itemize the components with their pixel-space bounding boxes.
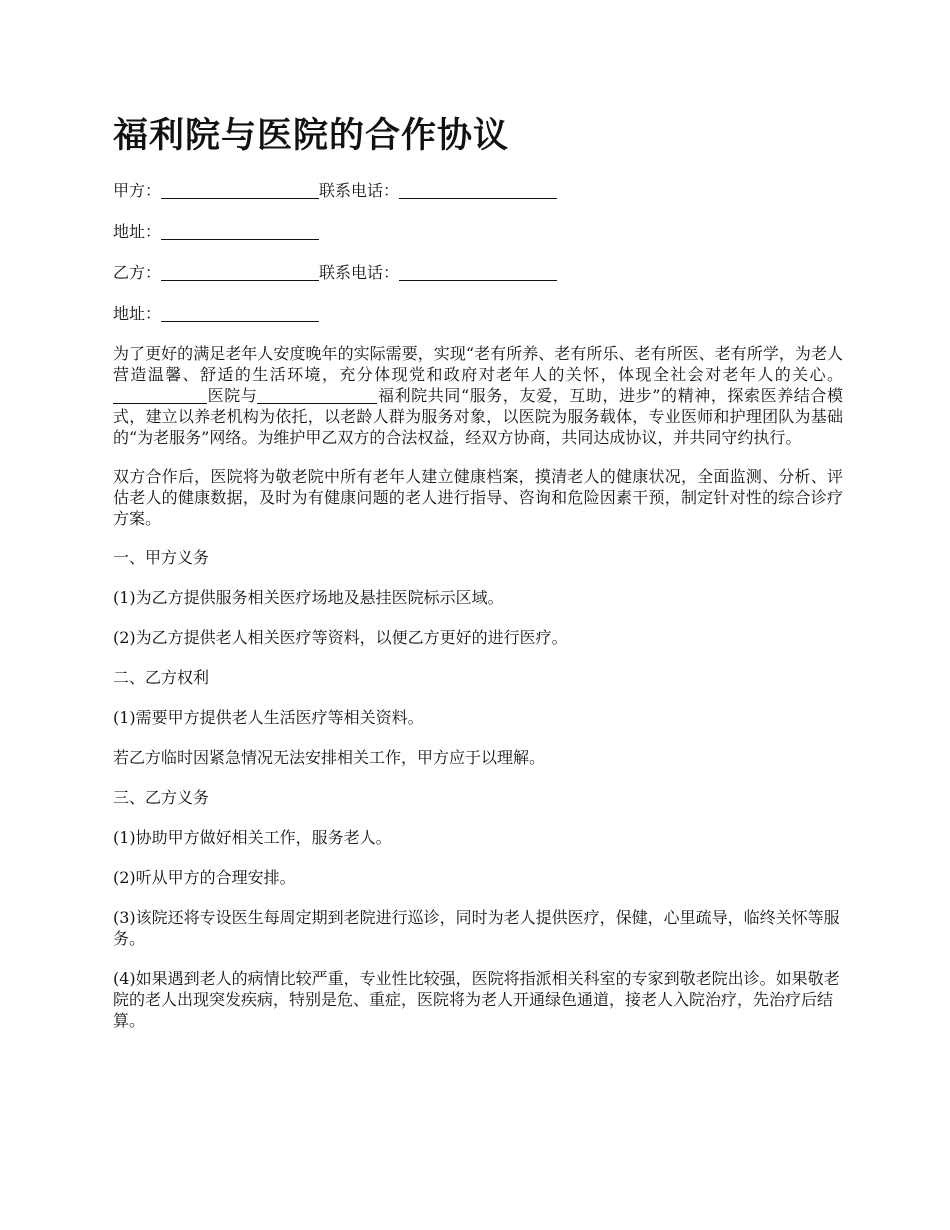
intro-text-3: 福利院共同“服务，友爱，互助，进步”的精神，探索医养结合模式，建立以养老机构为依托，以老龄人群为服务对象，以医院为服务载体，专业医师和护理团队为基础的“为老服务”网络。为维护甲乙双方的合法权益，经双方协商，共同达成协议，并共同守约执行。 (113, 386, 843, 447)
section-heading-party-b-duties: 三、乙方义务 (113, 788, 210, 807)
section-heading-party-b-rights: 二、乙方权利 (113, 668, 210, 687)
party-b-phone-label: 联系电话： (319, 263, 400, 282)
intro-paragraph (113, 343, 843, 448)
party-a-label: 甲方： (113, 181, 162, 200)
clause-text: (2)听从甲方的合理安排。 (113, 868, 296, 887)
party-a-phone-label: 联系电话： (319, 181, 400, 200)
clause-text: (1)为乙方提供服务相关医疗场地及悬挂医院标示区域。 (113, 588, 504, 607)
party-a-address-line (113, 221, 843, 243)
clause-text: (4)如果遇到老人的病情比较严重，专业性比较强，医院将指派相关科室的专家到敬老院出诊。如果敬老院的老人出现突发疾病，特别是危、重症，医院将为老人开通绿色通道，接老人入院治疗，先治疗后结算。 (113, 969, 840, 1030)
party-b-address-blank[interactable] (161, 304, 319, 322)
party-a-address-label: 地址： (113, 222, 162, 241)
clause-text: (1)需要甲方提供老人生活医疗等相关资料。 (113, 708, 424, 727)
section-heading-party-a-duties: 一、甲方义务 (113, 548, 210, 567)
document-page (113, 112, 843, 1050)
document-title: 福利院与医院的合作协议 (113, 115, 510, 156)
party-b-address-line (113, 303, 843, 325)
welfare-home-name-blank[interactable] (257, 386, 377, 404)
party-b-phone-blank[interactable] (399, 263, 557, 281)
party-a-phone-blank[interactable] (399, 181, 557, 199)
party-b-label: 乙方： (113, 263, 162, 282)
party-a-address-blank[interactable] (161, 222, 319, 240)
clause-text: (3)该院还将专设医生每周定期到老院进行巡诊，同时为老人提供医疗，保健，心里疏导，临终关怀等服务。 (113, 908, 840, 948)
party-b-line (113, 262, 843, 284)
clause-text: (1)协助甲方做好相关工作，服务老人。 (113, 828, 392, 847)
party-a-line (113, 180, 843, 202)
party-b-blank[interactable] (161, 263, 319, 281)
clause-text: (2)为乙方提供老人相关医疗等资料，以便乙方更好的进行医疗。 (113, 628, 568, 647)
intro-text-2: 医院与 (207, 386, 258, 405)
party-b-address-label: 地址： (113, 304, 162, 323)
cooperation-paragraph: 双方合作后，医院将为敬老院中所有老年人建立健康档案，摸清老人的健康状况，全面监测、分析、评估老人的健康数据，及时为有健康问题的老人进行指导、咨询和危险因素干预，制定针对性的综合诊疗方案。 (113, 467, 843, 528)
clause-text: 若乙方临时因紧急情况无法安排相关工作，甲方应于以理解。 (113, 748, 546, 767)
hospital-name-blank[interactable] (113, 386, 207, 404)
party-a-blank[interactable] (161, 181, 319, 199)
intro-text-1: 为了更好的满足老年人安度晚年的实际需要，实现“老有所养、老有所乐、老有所医、老有所学，为老人营造温馨、舒适的生活环境，充分体现党和政府对老年人的关怀，体现全社会对老年人的关心。 (113, 344, 843, 384)
